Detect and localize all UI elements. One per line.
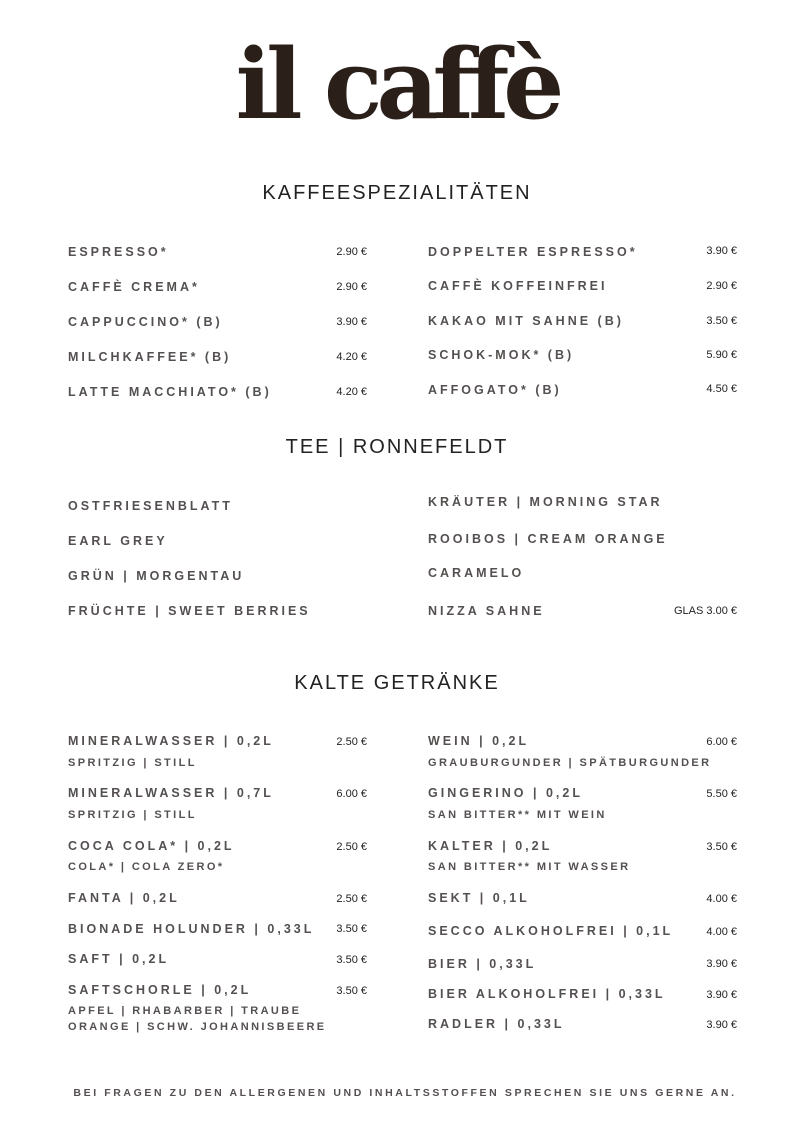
tea-item-name: OSTFRIESENBLATT: [68, 499, 233, 513]
menu-item-name: BIER ALKOHOLFREI | 0,33L: [428, 987, 666, 1001]
menu-item-sub: SPRITZIG | STILL: [68, 809, 197, 821]
menu-item-sub: SPRITZIG | STILL: [68, 757, 197, 769]
menu-item-name: LATTE MACCHIATO* (B): [68, 385, 272, 399]
tea-item-name: FRÜCHTE | SWEET BERRIES: [68, 604, 311, 618]
menu-item-price: 3.90 €: [706, 958, 737, 970]
menu-item-name: FANTA | 0,2L: [68, 891, 180, 905]
menu-item-name: BIER | 0,33L: [428, 957, 537, 971]
tea-item-name: EARL GREY: [68, 534, 168, 548]
menu-item-name: AFFOGATO* (B): [428, 383, 562, 397]
tea-item-name: ROOIBOS | CREAM ORANGE: [428, 532, 668, 546]
menu-item-price: 2.50 €: [336, 736, 367, 748]
menu-item-price: 3.90 €: [706, 245, 737, 257]
tea-price: GLAS 3.00 €: [674, 605, 737, 617]
menu-item-price: 3.50 €: [706, 841, 737, 853]
menu-item-name: SECCO ALKOHOLFREI | 0,1L: [428, 924, 674, 938]
menu-item-price: 6.00 €: [336, 788, 367, 800]
menu-item-price: 2.50 €: [336, 841, 367, 853]
menu-item-sub: GRAUBURGUNDER | SPÄTBURGUNDER: [428, 757, 712, 769]
menu-item-name: BIONADE HOLUNDER | 0,33L: [68, 922, 315, 936]
logo: il caffè: [235, 28, 559, 141]
menu-item-price: 3.90 €: [706, 989, 737, 1001]
menu-item-price: 4.00 €: [706, 893, 737, 905]
menu-item-price: 2.90 €: [336, 246, 367, 258]
tea-item-name: CARAMELO: [428, 566, 525, 580]
tea-item-name: KRÄUTER | MORNING STAR: [428, 495, 663, 509]
menu-item-name: CAPPUCCINO* (B): [68, 315, 223, 329]
menu-item-name: COCA COLA* | 0,2L: [68, 839, 235, 853]
menu-item-price: 6.00 €: [706, 736, 737, 748]
menu-item-name: SCHOK-MOK* (B): [428, 348, 575, 362]
menu-item-price: 3.50 €: [336, 954, 367, 966]
menu-item-price: 5.50 €: [706, 788, 737, 800]
menu-item-price: 4.50 €: [706, 383, 737, 395]
menu-item-name: GINGERINO | 0,2L: [428, 786, 583, 800]
menu-item-price: 2.50 €: [336, 893, 367, 905]
menu-item-name: CAFFÈ KOFFEINFREI: [428, 279, 608, 293]
menu-item-name: SEKT | 0,1L: [428, 891, 530, 905]
menu-item-name: WEIN | 0,2L: [428, 734, 530, 748]
menu-item-name: DOPPELTER ESPRESSO*: [428, 245, 638, 259]
section-title-tea: TEE | RONNEFELDT: [285, 436, 509, 458]
menu-item-sub: SAN BITTER** MIT WEIN: [428, 809, 607, 821]
menu-item-name: RADLER | 0,33L: [428, 1017, 565, 1031]
tea-item-name: GRÜN | MORGENTAU: [68, 569, 245, 583]
menu-item-name: MINERALWASSER | 0,2L: [68, 734, 274, 748]
menu-item-price: 3.50 €: [336, 923, 367, 935]
menu-item-sub: SAN BITTER** MIT WASSER: [428, 861, 631, 873]
tea-item-name: NIZZA SAHNE: [428, 604, 545, 618]
allergen-footer-note: BEI FRAGEN ZU DEN ALLERGENEN UND INHALTSSTOFFEN SPRECHEN SIE UNS GERNE AN.: [73, 1087, 737, 1099]
menu-item-price: 2.90 €: [706, 280, 737, 292]
menu-item-price: 3.90 €: [336, 316, 367, 328]
menu-item-name: MINERALWASSER | 0,7L: [68, 786, 274, 800]
menu-item-name: ESPRESSO*: [68, 245, 169, 259]
menu-item-name: KALTER | 0,2L: [428, 839, 553, 853]
menu-item-price: 5.90 €: [706, 349, 737, 361]
menu-item-name: SAFTSCHORLE | 0,2L: [68, 983, 252, 997]
menu-item-sub: APFEL | RHABARBER | TRAUBE: [68, 1005, 302, 1017]
menu-item-price: 3.90 €: [706, 1019, 737, 1031]
menu-item-name: MILCHKAFFEE* (B): [68, 350, 232, 364]
menu-item-name: KAKAO MIT SAHNE (B): [428, 314, 624, 328]
menu-item-price: 4.00 €: [706, 926, 737, 938]
menu-item-name: CAFFÈ CREMA*: [68, 280, 200, 294]
menu-item-price: 3.50 €: [706, 315, 737, 327]
menu-item-price: 2.90 €: [336, 281, 367, 293]
menu-item-price: 4.20 €: [336, 386, 367, 398]
menu-item-price: 3.50 €: [336, 985, 367, 997]
menu-item-sub: ORANGE | SCHW. JOHANNISBEERE: [68, 1021, 327, 1033]
menu-item-sub: COLA* | COLA ZERO*: [68, 861, 225, 873]
section-title-coffee: KAFFEESPEZIALITÄTEN: [262, 182, 532, 204]
section-title-cold: KALTE GETRÄNKE: [294, 672, 500, 694]
menu-item-price: 4.20 €: [336, 351, 367, 363]
menu-item-name: SAFT | 0,2L: [68, 952, 170, 966]
